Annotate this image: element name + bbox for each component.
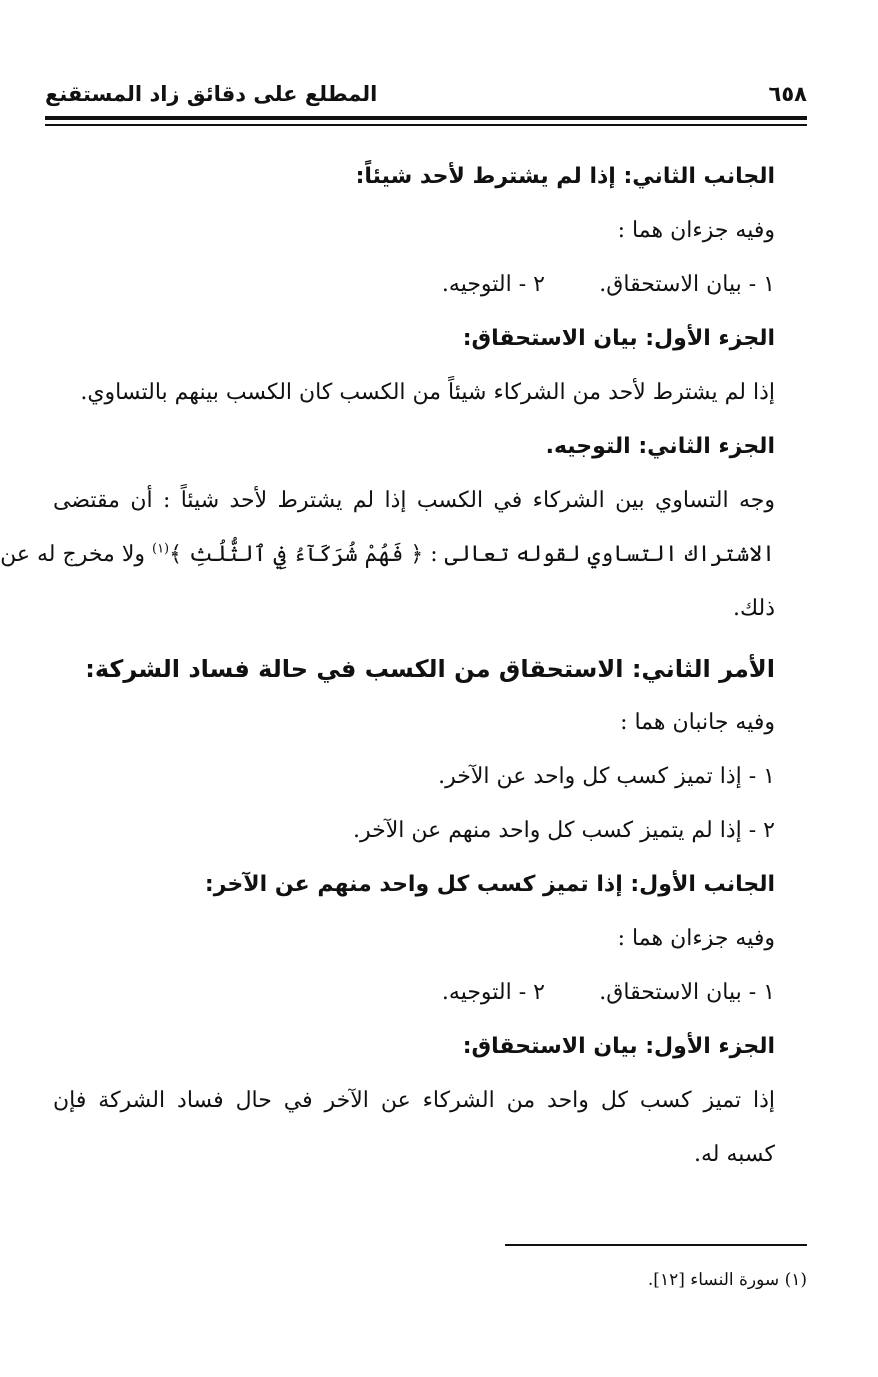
- section-heading: الجانب الثاني: إذا لم يشترط لأحد شيئاً:: [355, 164, 775, 189]
- body-text: الاشتراك التساوي لقوله تعالى :: [423, 542, 775, 567]
- footnote-ref: (١): [151, 541, 170, 557]
- enum-item-2: ٢ - التوجيه.: [441, 272, 545, 297]
- body-line: إذا تميز كسب كل واحد من الشركاء عن الآخر في حال فساد الشركة فإن: [53, 1088, 775, 1113]
- book-title: المطلع على دقائق زاد المستقنع: [45, 82, 378, 106]
- body-line: إذا لم يشترط لأحد من الشركاء شيئاً من الكسب كان الكسب بينهم بالتساوي.: [80, 380, 775, 405]
- body-line: وجه التساوي بين الشركاء في الكسب إذا لم يشترط لأحد شيئاً : أن مقتضى: [53, 488, 775, 513]
- header-rule-thick: [45, 116, 807, 120]
- body-line: وفيه جزءان هما :: [617, 926, 775, 951]
- body-line: وفيه جزءان هما :: [617, 218, 775, 243]
- section-heading: الجانب الأول: إذا تميز كسب كل واحد منهم عن الآخر:: [204, 872, 775, 897]
- enum-item-1: ١ - إذا تميز كسب كل واحد عن الآخر.: [438, 764, 775, 789]
- body-line-with-quran: [0, 528, 775, 582]
- body-text: ولا مخرج له عن: [0, 542, 152, 567]
- body-line: كسبه له.: [693, 1142, 775, 1167]
- footnote: (١) سورة النساء [١٢].: [647, 1270, 807, 1290]
- enum-item-2: ٢ - إذا لم يتميز كسب كل واحد منهم عن الآخر.: [352, 818, 775, 843]
- enumeration-line: [53, 966, 775, 1020]
- page-body: [0, 150, 775, 1182]
- enum-item-1: ١ - بيان الاستحقاق.: [599, 272, 775, 297]
- quran-verse: ﴿ فَهُمْ شُرَكَآءُ فِي ٱلثُّلُثِ ﴾: [169, 542, 424, 567]
- enum-item-2: ٢ - التوجيه.: [441, 980, 545, 1005]
- enum-item-1: ١ - بيان الاستحقاق.: [599, 980, 775, 1005]
- body-line: ذلك.: [732, 596, 775, 621]
- major-heading: الأمر الثاني: الاستحقاق من الكسب في حالة فساد الشركة:: [85, 655, 775, 683]
- enumeration-line: [53, 258, 775, 312]
- subsection-heading: الجزء الأول: بيان الاستحقاق:: [462, 326, 775, 351]
- body-line: وفيه جانبان هما :: [620, 710, 775, 735]
- running-header: [45, 82, 807, 118]
- subsection-heading: الجزء الثاني: التوجيه.: [545, 434, 775, 459]
- header-rule-thin: [45, 124, 807, 126]
- footnote-rule: [505, 1244, 807, 1246]
- page-number: ٦٥٨: [768, 82, 807, 106]
- subsection-heading: الجزء الأول: بيان الاستحقاق:: [462, 1034, 775, 1059]
